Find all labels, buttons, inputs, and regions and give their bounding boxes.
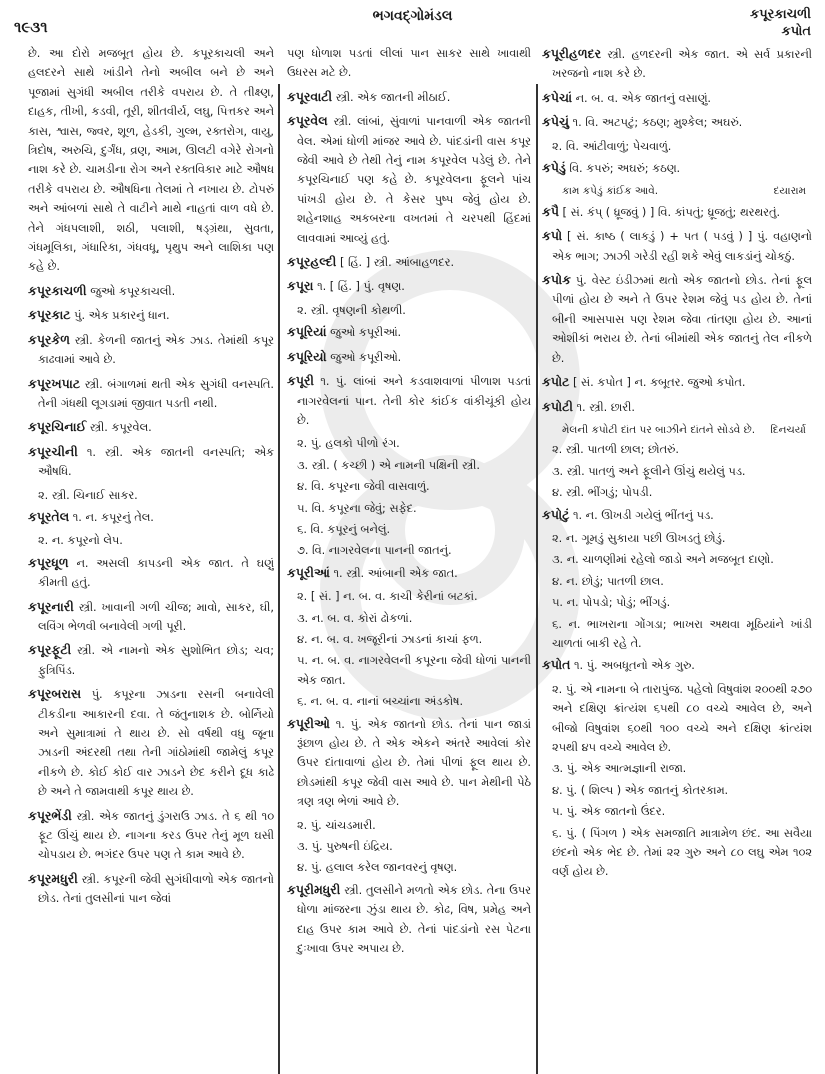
dictionary-entry [287, 880, 531, 959]
entry-headword: કપૂરકાચળી [28, 282, 87, 298]
dictionary-entry [28, 305, 274, 325]
entry-definition: [ સં. કાષ્ઠ ( લાકડું ) + પત ( પડવું ) ] પું. વહાણનો એક ભાગ; ઝાઝી ગરેડી રહી શકે એવું લાકડાંનું ચોકઠું. [552, 230, 812, 263]
dictionary-entry [28, 597, 274, 637]
entry-definition: પું. વેસ્ટ ઇંડીઝમાં થતો એક જાતનો છોડ. તેનાં ફૂલ પીળાં હોય છે અને તે ઉપર રેશમ જેવું પડ હોય છે. તેનાં બીની આસપાસ પણ રેશમ જેવા તાંતણા હોય છે. આનાં ઓશીકાં ભરાય છે. તેનાં બીમાંથી એક જાતનું તેલ નીકળે છે. [552, 274, 812, 365]
dictionary-entry [287, 714, 531, 812]
dictionary-entry [28, 374, 274, 414]
entry-headword: કપૂરખપાટ [28, 375, 81, 391]
entry-definition: પું. કપૂરના ઝાડના રસની બનાવેલી ટીકડીના આકારની દવા. તે જંતુનાશક છે. બોર્નિયો અને સુમાત્રામાં તે થાય છે. સો વર્ષથી વધુ જૂના ઝાડની અંદરથી તથા તેની ગાંઠોમાંથી જામેલું કપૂર નીકળે છે. કોઈ કોઈ વાર ઝાડને છેદ કરીને દૂધ કાઢે છે અને તે જામવાથી કપૂર થાય છે. [38, 688, 274, 799]
entry-headword: કપૂરિયો [287, 348, 327, 364]
entry-sense: ૩. ન. બ. વ. કોરાં ઢોકળાં. [297, 611, 413, 625]
entry-definition: [ સં. કપોત ] ન. કબૂતર. જુઓ કપોત. [572, 376, 746, 390]
entry-sense: ૩. પું. એક આત્મજ્ઞાની રાજા. [552, 762, 687, 776]
entry-definition: ૧. ન. ઊખડી ગયેલું ભીંતનું પડ. [572, 508, 714, 522]
entry-headword: કપોટી [542, 398, 573, 414]
dictionary-entry [287, 87, 531, 107]
entry-continuation: છે. આ દોરો મજબૂત હોય છે. કપૂરકાચલી અને હલદરને સાથે ખાંડીને તેનો અબીલ બને છે અને પૂજામાં સુગંધી અબીલ તરીકે વપરાય છે. તે તીક્ષ્ણ, દાહક, તીખી, કડવી, તૂરી, શીતવીર્ય, લઘુ, પિત્તકર અને કાસ, શ્વાસ, જ્વર, શૂળ, હેડકી, ગુલ્મ, રક્તરોગ, વાયુ, ત્રિદોષ, અરુચિ, દુર્ગંધ, વ્રણ, આમ, ઊલટી વગેરે રોગનો નાશ કરે છે. ચામડીના રોગ અને રક્તવિકાર માટે ઔષધ તરીકે વપરાય છે. ઔષધિના તેલમાં તે નખાય છે. ટોપરું અને આંબળાં સાથે તે વાટીને માથે નાહતાં વાળ વધે છે. તેને ગંધપલાશી, શઠી, પલાશી, ષડ્ગ્રંથા, સુવતા, ગંધમૂલિકા, ગંધારિકા, ગંધવધૂ, પૃથુપ અને લાશિકા પણ કહે છે. [28, 47, 274, 274]
entry-sense: ૫. ન. બ. વ. નાગરવેલની કપૂરના જેવી ધોળાં પાનની એક જાત. [297, 654, 531, 687]
column-3 [542, 44, 812, 1044]
entry-headword: કપો [542, 228, 563, 244]
entry-definition: સ્ત્રી. ખાવાની ગળી ચીજ; માવો, સાકર, ઘી, લવિંગ ભેળવી બનાવેલી ગળી પૂરી. [38, 600, 274, 633]
entry-headword: કપૂરવાટી [287, 88, 333, 104]
entry-sense: ૪. પું. ( શિલ્પ ) એક જાતનું કોતરકામ. [552, 783, 729, 797]
dictionary-entry [287, 252, 531, 272]
entry-headword: કપોટ [542, 374, 570, 390]
dictionary-entry [542, 44, 812, 84]
dictionary-entry [542, 397, 812, 417]
entry-headword: કપૂરમધુરી [28, 870, 78, 886]
entry-headword: કપોટું [542, 506, 570, 522]
entry-quotation [542, 421, 812, 440]
entry-definition: સ્ત્રી. હળદરની એક જાત. એ સર્વ પ્રકારની ખરજનો નાશ કરે છે. [552, 48, 812, 81]
dictionary-entry [28, 507, 274, 527]
entry-definition: સ્ત્રી. બંગાળમાં થતી એક સુગંધી વનસ્પતિ. તેની ગંધથી લૂગડામાં જીવાત પડતી નથી. [38, 377, 274, 410]
entry-sense: ૫. ન. પોપડો; પોડું; ભીંગડું. [552, 596, 671, 610]
entry-sense: ૪. પું. હલાલ કરેલ જાનવરનું વૃષણ. [297, 861, 458, 875]
dictionary-entry [28, 417, 274, 437]
entry-sense: ૨. વિ. આંટીવાળું; પેચવાળું. [552, 139, 672, 153]
entry-sense: ૨. સ્ત્રી. ચિનાઈ સાકર. [38, 488, 138, 502]
entry-headword: કપૂરીઓ [287, 715, 330, 731]
entry-headword: કપોત [542, 657, 571, 673]
entry-sense: ૨. ન. કપૂરનો લેપ. [38, 534, 123, 548]
entry-definition: સ્ત્રી. કેળની જાતનું એક ઝાડ. તેમાંથી કપૂર કાઢવામાં આવે છે. [38, 333, 274, 367]
entry-definition: ૧. સ્ત્રી. આંબાની એક જાત. [333, 566, 458, 580]
quotation-source: દયારામ [773, 185, 806, 198]
entry-sense: ૪. ન. છોડું; પાતળી છાલ. [552, 574, 664, 588]
entry-headword: કપૂરભેંડી [28, 807, 72, 823]
entry-definition: [ સં. કંપ્ ( ધ્રૂજવું ) ] વિ. કાંપતું; ધ્રૂજતું; થરથરતું. [562, 205, 781, 219]
entry-definition: ૧. સ્ત્રી. છારી. [576, 400, 635, 414]
entry-headword: કપૈ [542, 203, 559, 219]
guide-words [750, 6, 811, 40]
entry-headword: કપૂરીઆં [287, 564, 330, 580]
entry-sense: ૨. પું. ચાંચડમારી. [297, 818, 376, 832]
entry-definition: ૧. [ હિં. ] પું. વૃષણ. [317, 280, 405, 294]
dictionary-entry [542, 655, 812, 675]
page-number: ૧૯૩૧ [14, 18, 48, 36]
entry-sense: ૬. ન. બ. વ. નાનાં બચ્ચાંના અંડકોષ. [297, 695, 464, 709]
entry-headword: કપૂરીમધુરી [287, 881, 341, 897]
dictionary-entry [542, 158, 812, 178]
dictionary-entry [287, 111, 531, 248]
entry-headword: કપૂરનારી [28, 598, 74, 614]
entry-definition: ૧. પું. એક જાતનો છોડ. તેનાં પાન જાડાં રૂંછાળ હોય છે. તે એક એકને અંતરે આવેલાં કોર ઉપર દાંતાવાળાં હોય છે. તેમાં પીળાં ફૂલ થાય છે. છોડમાંથી કપૂર જેવી વાસ આવે છે. પાન મેથીની પેઠે ત્રણ ત્રણ ભેળાં આવે છે. [297, 717, 531, 809]
dictionary-entry [28, 684, 274, 801]
entry-sense: ૨. ન. ગૂમડું સુકાયા પછી ઊખડતું છોડું. [552, 531, 726, 545]
entry-sense: ૩. ન. ચાળણીમાં રહેલો જાડો અને મજબૂત દાણો. [552, 553, 774, 567]
entry-definition: ૧. પું. લાંબાં અને કડવાશવાળાં પીળાશ પડતાં નાગરવેલનાં પાન. તેની કોર કાંઈક વાંકીચૂંકી હોય છે. [297, 375, 531, 427]
entry-continuation: પણ ધોળાશ પડતાં લીલાં પાન સાકર સાથે ખાવાથી ઉધરસ મટે છે. [287, 47, 531, 80]
entry-headword: કપૂરફૂટી [28, 642, 72, 658]
entry-definition: સ્ત્રી. તુલસીને મળતો એક છોડ. તેના ઉપર ધોળા માંજરના ઝુંડા થાય છે. કોઢ, વિષ, પ્રમેહ અને દાહ ઉપર કામ આવે છે. તેનાં પાંદડાંનો રસ પેટના દુઃખાવા ઉપર અપાય છે. [297, 883, 531, 956]
guide-word-last: કપોત [781, 24, 811, 39]
dictionary-entry [287, 276, 531, 296]
entry-headword: કપૂરતેલ [28, 508, 70, 524]
column-1 [28, 44, 274, 1044]
dictionary-entry [28, 806, 274, 865]
entry-definition: સ્ત્રી. કપૂરવેલ. [89, 421, 152, 435]
entry-headword: કપૂરબરાસ [28, 686, 82, 702]
entry-headword: કપૂરકેળ [28, 331, 70, 347]
entry-headword: કપૂરા [287, 278, 314, 294]
dictionary-entry [287, 322, 531, 342]
entry-definition: ૧. ન. કપૂરનું તેલ. [72, 510, 154, 524]
entry-sense: ૨. સ્ત્રી. વૃષણની કોથળી. [297, 303, 406, 317]
entry-headword: કપૂરહલ્દી [287, 254, 337, 270]
dictionary-entry [542, 88, 812, 108]
entry-sense: ૫. પું. એક જાતનો ઉંદર. [552, 805, 666, 819]
entry-sense: ૬. વિ. કપૂરનું બનેલું. [297, 522, 391, 536]
entry-headword: કપૂરવેલ [287, 113, 328, 129]
entry-sense: ૬. પું. ( પિંગળ ) એક સમજાતિ માત્રામેળ છંદ. આ સવૈયા છંદનો એક ભેદ છે. તેમાં ૨૨ ગુરુ અને ૮૦ લઘુ એમ ૧૦૨ વર્ણ હોય છે. [552, 826, 812, 879]
entry-headword: કપૂરીહળદર [542, 46, 602, 61]
entry-sense: ૭. વિ. નાગરવેલના પાનની જાતનું. [297, 544, 452, 558]
entry-headword: કપૂરચીની [28, 443, 78, 459]
dictionary-entry [542, 226, 812, 266]
dictionary-entry [28, 281, 274, 301]
entry-headword: કપૂરી [287, 373, 314, 389]
entry-definition: ૧. વિ. અટપટું; કઠણ; મુશ્કેલ; અઘરું. [572, 116, 743, 130]
column-divider [536, 84, 538, 1074]
entry-definition: જુઓ કપૂરકાચલી. [90, 284, 176, 298]
quotation-source: દિનચર્યા [770, 423, 806, 436]
entry-headword: કપેડું [542, 160, 566, 176]
entry-sense: ૫. વિ. કપૂરના જેવું; સફેદ. [297, 501, 417, 515]
entry-sense: ૩. સ્ત્રી. પાતળું અને ફૂલીને ઊંચું થયેલું પડ. [552, 464, 746, 478]
dictionary-entry [287, 563, 531, 583]
entry-definition: સ્ત્રી. લાંબાં, સુંવાળાં પાનવાળી એક જાતની વેલ. એમાં ધોળી માંજર આવે છે. પાંદડાંની વાસ કપૂર જેવી આવે છે તેથી તેનું નામ કપૂરવેલ પડેલું છે. તેને કપૂરચિનાઈ પણ કહે છે. કપૂરવેલના ફૂલને પાંચ પાંખડી હોય છે. તે કેસર પુષ્પ જેવું હોય છે. શહેનશાહ અકબરના વખતમાં તે ચરપથી હિંદમાં લાવવામાં આવ્યું હતું. [297, 115, 531, 245]
entry-definition: જુઓ કપૂરીઓ. [330, 350, 402, 364]
running-title: ભગવદ્ગોમંડલ [372, 8, 453, 24]
entry-definition: સ્ત્રી. એક જાતની મીઠાઈ. [335, 90, 451, 104]
dictionary-entry [542, 372, 812, 392]
dictionary-entry [28, 442, 274, 482]
dictionary-entry [542, 505, 812, 525]
entry-sense: ૨. પું. હલકો પીળો રંગ. [297, 437, 400, 451]
entry-headword: કપૂરચિનાઈ [28, 419, 87, 435]
entry-quotation [542, 182, 812, 201]
entry-definition: સ્ત્રી. એ નામનો એક સુશોભિત છોડ; ચવ; ફુત્રિપિંડ. [38, 644, 274, 677]
dictionary-entry [28, 640, 274, 680]
dictionary-entry [28, 330, 274, 370]
page-header [0, 0, 825, 44]
entry-definition: વિ. કપરું; અઘરું; કઠણ. [569, 162, 681, 176]
entry-sense: ૨. સ્ત્રી. પાતળી છાલ; છોતરું. [552, 443, 679, 457]
entry-sense: ૨. [ સં. ] ન. બ. વ. કાચી કેરીનાં બટકાં. [297, 590, 478, 604]
dictionary-entry [542, 202, 812, 222]
entry-sense: ૨. પું. એ નામના બે તારાપુંજ. પહેલો વિષુવાંશ ૨૦૦થી ૨૭૦ અને દક્ષિણ ક્રાંત્યંશ ૬૫થી ૮૦ વચ્ચે આવેલ છે, અને બીજો વિષુવાંશ ૬૦થી ૧૦૦ વચ્ચે અને દક્ષિણ ક્રાંત્યંશ ૨૫થી ૪૫ વચ્ચે આવેલ છે. [552, 682, 812, 754]
entry-definition: સ્ત્રી. કપૂરની જેવી સુગંધીવાળો એક જાતનો છોડ. તેનાં તુલસીનાં પાન જેવાં [38, 872, 274, 906]
entry-sense: ૪. વિ. કપૂરના જેવી વાસવાળું. [297, 480, 430, 494]
dictionary-entry [542, 112, 812, 132]
entry-definition: ન. બ. વ. એક જાતનું વસાણું. [575, 91, 712, 105]
entry-definition: જુઓ કપૂરીઆં. [330, 326, 402, 340]
entry-headword: કપૂરધૂળ [28, 554, 69, 570]
column-divider [278, 84, 280, 1074]
entry-sense: ૪. ન. બ. વ. ખજૂરીનાં ઝાડનાં કાચાં ફળ. [297, 632, 483, 646]
entry-headword: કપૂરિયાં [287, 324, 327, 340]
entry-definition: સ્ત્રી. એક જાતનું ડુંગરાઉ ઝાડ. તે ૬ થી ૧૦ ફૂટ ઊંચું થાય છે. નાગના કરડ ઉપર તેનું મૂળ ઘસી ચોપડાય છે. ભગંદર ઉપર પણ તે કામ આવે છે. [38, 809, 274, 862]
entry-headword: કપેચાં [542, 89, 573, 105]
entry-columns [0, 44, 825, 1049]
entry-definition: ૧. પું. અબધૂતનો એક ગુરુ. [573, 659, 695, 673]
entry-definition: ન. અસલી કાપડની એક જાત. તે ઘણું કીમતી હતું. [38, 556, 274, 590]
entry-definition: ૧. સ્ત્રી. એક જાતની વનસ્પતિ; એક ઔષધિ. [38, 445, 274, 479]
entry-sense: ૩. પું. પુરુષની ઇંદ્રિય. [297, 840, 393, 854]
quotation-text: મેલની કપોટી દાંત પર બાઝીને દાંતને સોડવે છે. [562, 423, 756, 436]
entry-headword: કપેચું [542, 114, 569, 130]
quotation-text: કામ કપેડું કાંઈક આવે. [562, 185, 659, 198]
dictionary-entry [28, 553, 274, 593]
dictionary-entry [287, 371, 531, 430]
guide-word-first: કપૂરકાચળી [750, 7, 811, 22]
column-2 [287, 44, 531, 1044]
entry-definition: પું. એક પ્રકારનું ધાન. [74, 309, 170, 323]
entry-sense: ૪. સ્ત્રી. ભીંગડું; પોપડી. [552, 486, 653, 500]
dictionary-entry [542, 270, 812, 368]
dictionary-entry [28, 869, 274, 909]
entry-headword: કપોક [542, 272, 571, 288]
entry-sense: ૩. સ્ત્રી. ( કચ્છી ) એ નામની પક્ષિની સ્ત્રી. [297, 458, 481, 472]
entry-sense: ૬. ન. ભાખરાના ગોંગડા; ભાખરા અથવા મૂઠિયાંને ખાંડી ચાળતાં બાકી રહે તે. [552, 617, 812, 650]
entry-definition: [ હિં. ] સ્ત્રી. આંબાહળદર. [339, 256, 455, 270]
dictionary-entry [287, 347, 531, 367]
entry-headword: કપૂરકાટ [28, 307, 71, 323]
